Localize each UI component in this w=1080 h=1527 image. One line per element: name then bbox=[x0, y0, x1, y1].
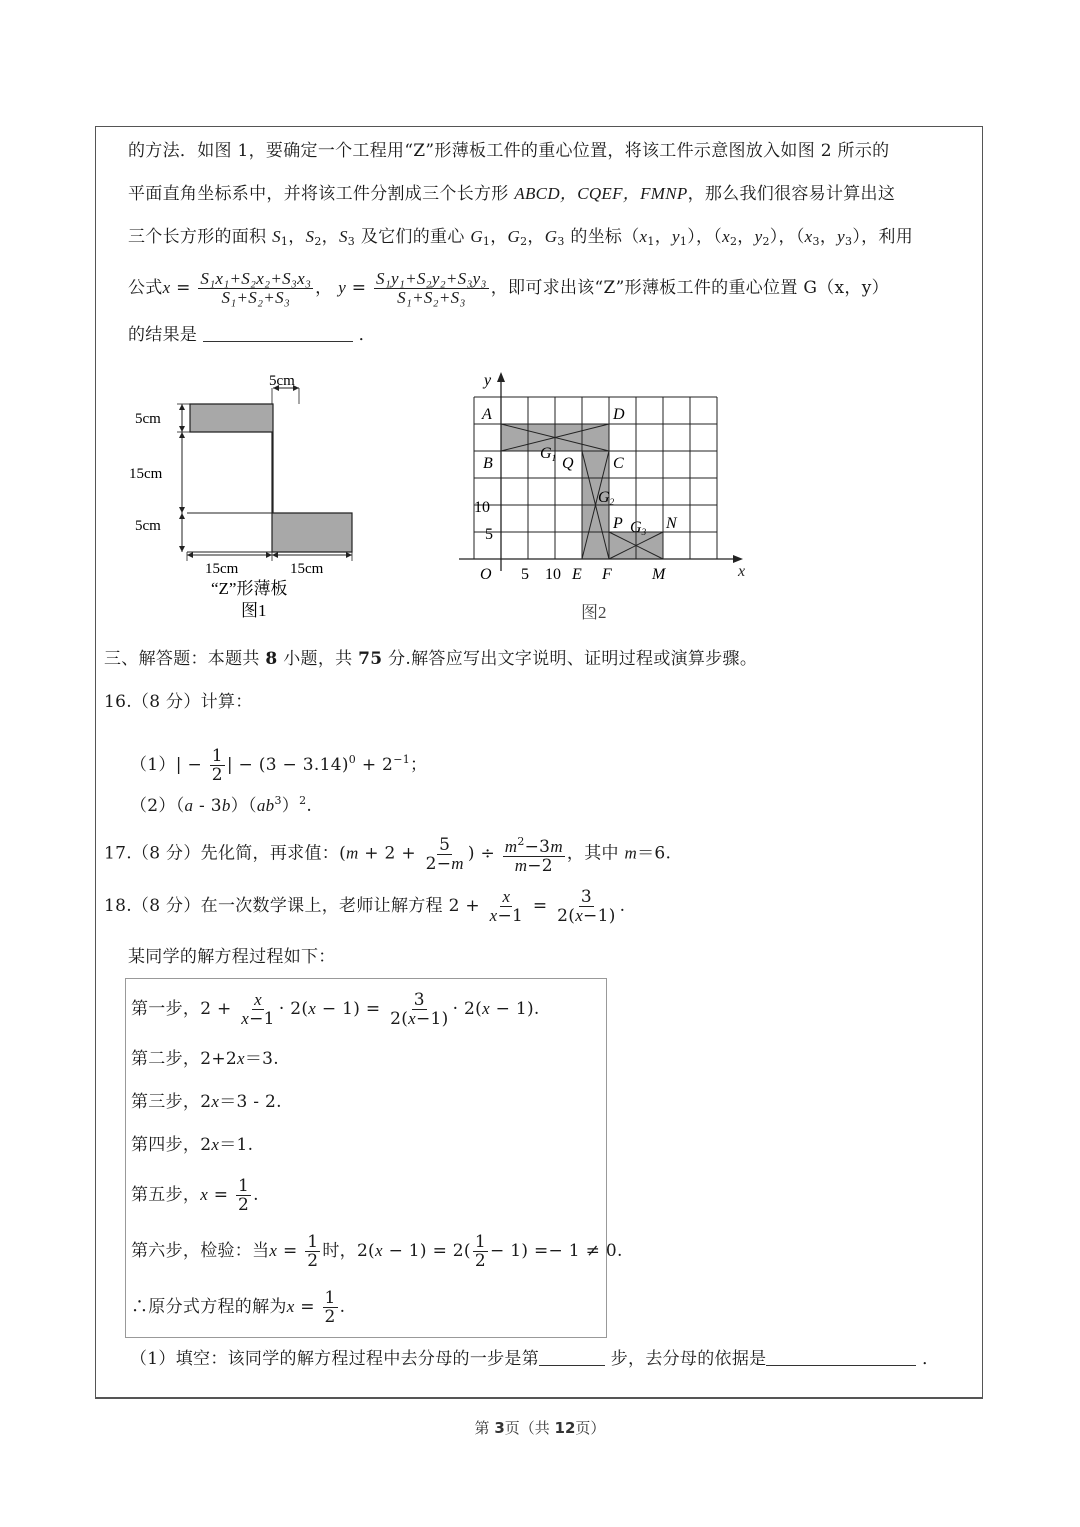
svg-text:P: P bbox=[613, 515, 623, 532]
step-5: 第五步，x = $\frac{1}{2}$ . bbox=[131, 1176, 259, 1215]
step-2: 第二步，2+2x＝3. bbox=[131, 1049, 279, 1069]
conclusion: ∴原分式方程的解为x = $\frac{1}{2}$ . bbox=[131, 1288, 346, 1327]
svg-text:F: F bbox=[602, 566, 612, 583]
p15-line3: 三个长方形的面积 $S_1$，$S_2$，$S_3$ 及它们的重心 $G_1$，$G_2$，$G_3$ 的坐标（$x_1$，$y_1$），（$x_2$，$y_2$），（$x_3$，$y_3$），利用 bbox=[128, 227, 914, 248]
svg-text:5cm: 5cm bbox=[135, 411, 161, 427]
svg-text:G1: G1 bbox=[540, 445, 557, 463]
svg-text:M: M bbox=[652, 566, 666, 583]
step-number-blank[interactable] bbox=[539, 1347, 605, 1366]
svg-text:D: D bbox=[613, 406, 625, 423]
x-formula-fraction: $\frac{\text{S₁x₁+S₂x₂+S₃x₃}}{\text{S₁+S₂+S₃}}$ bbox=[200, 269, 312, 307]
svg-text:10: 10 bbox=[545, 566, 561, 583]
q18-intro: 某同学的解方程过程如下： bbox=[128, 947, 336, 967]
svg-text:“Z”形薄板: “Z”形薄板 bbox=[211, 579, 288, 598]
answer-blank[interactable] bbox=[203, 323, 353, 342]
svg-text:15cm: 15cm bbox=[129, 466, 163, 482]
svg-text:15cm: 15cm bbox=[290, 561, 324, 577]
q18-fill-in: （1）填空：该同学的解方程过程中去分母的一步是第 步，去分母的依据是 ． bbox=[130, 1349, 940, 1369]
svg-text:10: 10 bbox=[474, 499, 490, 516]
step-4: 第四步，2x＝1. bbox=[131, 1135, 254, 1155]
page-footer: 第 3页（共 12页） bbox=[474, 1419, 606, 1437]
p15-line1: 的方法．如图 1，要确定一个工程用“Z”形薄板工件的重心位置，将该工件示意图放入如图 2 所示的 bbox=[128, 141, 890, 161]
svg-text:O: O bbox=[480, 566, 492, 583]
q16-part1: （1）| − $\frac{1}{2}$ | − $(3 - 3.14)^0 + 2^{-1}$； bbox=[130, 746, 428, 785]
q17: 17.（8 分）先化简，再求值：(m + 2 + $\frac{5}{2-m}$ ) ÷ $\frac{m^2-3m}{m-2}$ ，其中 m＝6. bbox=[104, 834, 672, 876]
svg-text:图1: 图1 bbox=[241, 601, 267, 620]
svg-text:N: N bbox=[666, 515, 677, 532]
svg-text:x: x bbox=[738, 563, 746, 580]
svg-text:G3: G3 bbox=[630, 519, 647, 537]
p15-result-line: 的结果是 ． bbox=[128, 325, 376, 345]
solution-box bbox=[125, 978, 623, 1338]
q18-label: 18.（8 分）在一次数学课上，老师让解方程 2 + $\frac{x}{x-1}$ = $\frac{3}{2(x-1)}$ . bbox=[104, 887, 626, 926]
step-1: 第一步，2 + $\frac{x}{x-1}$ · 2(x − 1) = $\frac{3}{2(x-1)}$ · 2(x − 1). bbox=[131, 990, 540, 1029]
q16-part2: $(2)(a - 3b)(ab^3)^2$. bbox=[130, 794, 313, 816]
svg-text:y: y bbox=[484, 372, 492, 389]
svg-text:图2: 图2 bbox=[581, 603, 607, 622]
svg-text:B: B bbox=[483, 455, 493, 472]
p15-formula: 公式x = $\frac{\text{S₁x₁+S₂x₂+S₃x₃}}{\text{S₁+S₂+S₃}}$ ， y = $\frac{\text{S₁y₁+S₂y₂+S₃y₃}}{\text{S₁+S₂+S₃}}$ ，即可求出该“Z”形薄板工件的重心位置 G（x，y） bbox=[128, 269, 889, 307]
y-formula-fraction: $\frac{\text{S₁y₁+S₂y₂+S₃y₃}}{\text{S₁+S₂+S₃}}$ bbox=[376, 269, 487, 307]
step-3: 第三步，2x＝3 - 2. bbox=[131, 1092, 282, 1112]
figure-1-z-plate bbox=[125, 366, 365, 626]
svg-text:5: 5 bbox=[521, 566, 529, 583]
svg-text:G2: G2 bbox=[598, 489, 615, 507]
svg-text:C: C bbox=[613, 455, 624, 472]
q16-label: 16.（8 分）计算： bbox=[104, 692, 253, 712]
svg-text:A: A bbox=[482, 406, 492, 423]
svg-text:5: 5 bbox=[485, 526, 493, 543]
svg-text:E: E bbox=[572, 566, 582, 583]
figure-2-coordinate-grid bbox=[455, 366, 755, 626]
rect-names: ABCD，CQEF，FMNP bbox=[514, 184, 688, 203]
svg-text:Q: Q bbox=[562, 455, 574, 472]
z-shape bbox=[190, 404, 352, 552]
section-heading: 三、解答题：本题共 8 小题，共 75 分.解答应写出文字说明、证明过程或演算步骤。 bbox=[104, 649, 758, 669]
svg-text:15cm: 15cm bbox=[205, 561, 239, 577]
svg-text:5cm: 5cm bbox=[269, 373, 295, 389]
step-6: 第六步，检验：当x = $\frac{1}{2}$ 时，2(x − 1) = 2( $\frac{1}{2}$ − 1) =− 1 ≠ 0. bbox=[131, 1232, 623, 1271]
p15-line2: 平面直角坐标系中，并将该工件分割成三个长方形 ABCD，CQEF，FMNP，那么我们很容易计算出这 bbox=[128, 184, 896, 204]
svg-text:5cm: 5cm bbox=[135, 518, 161, 534]
basis-blank[interactable] bbox=[766, 1347, 916, 1366]
